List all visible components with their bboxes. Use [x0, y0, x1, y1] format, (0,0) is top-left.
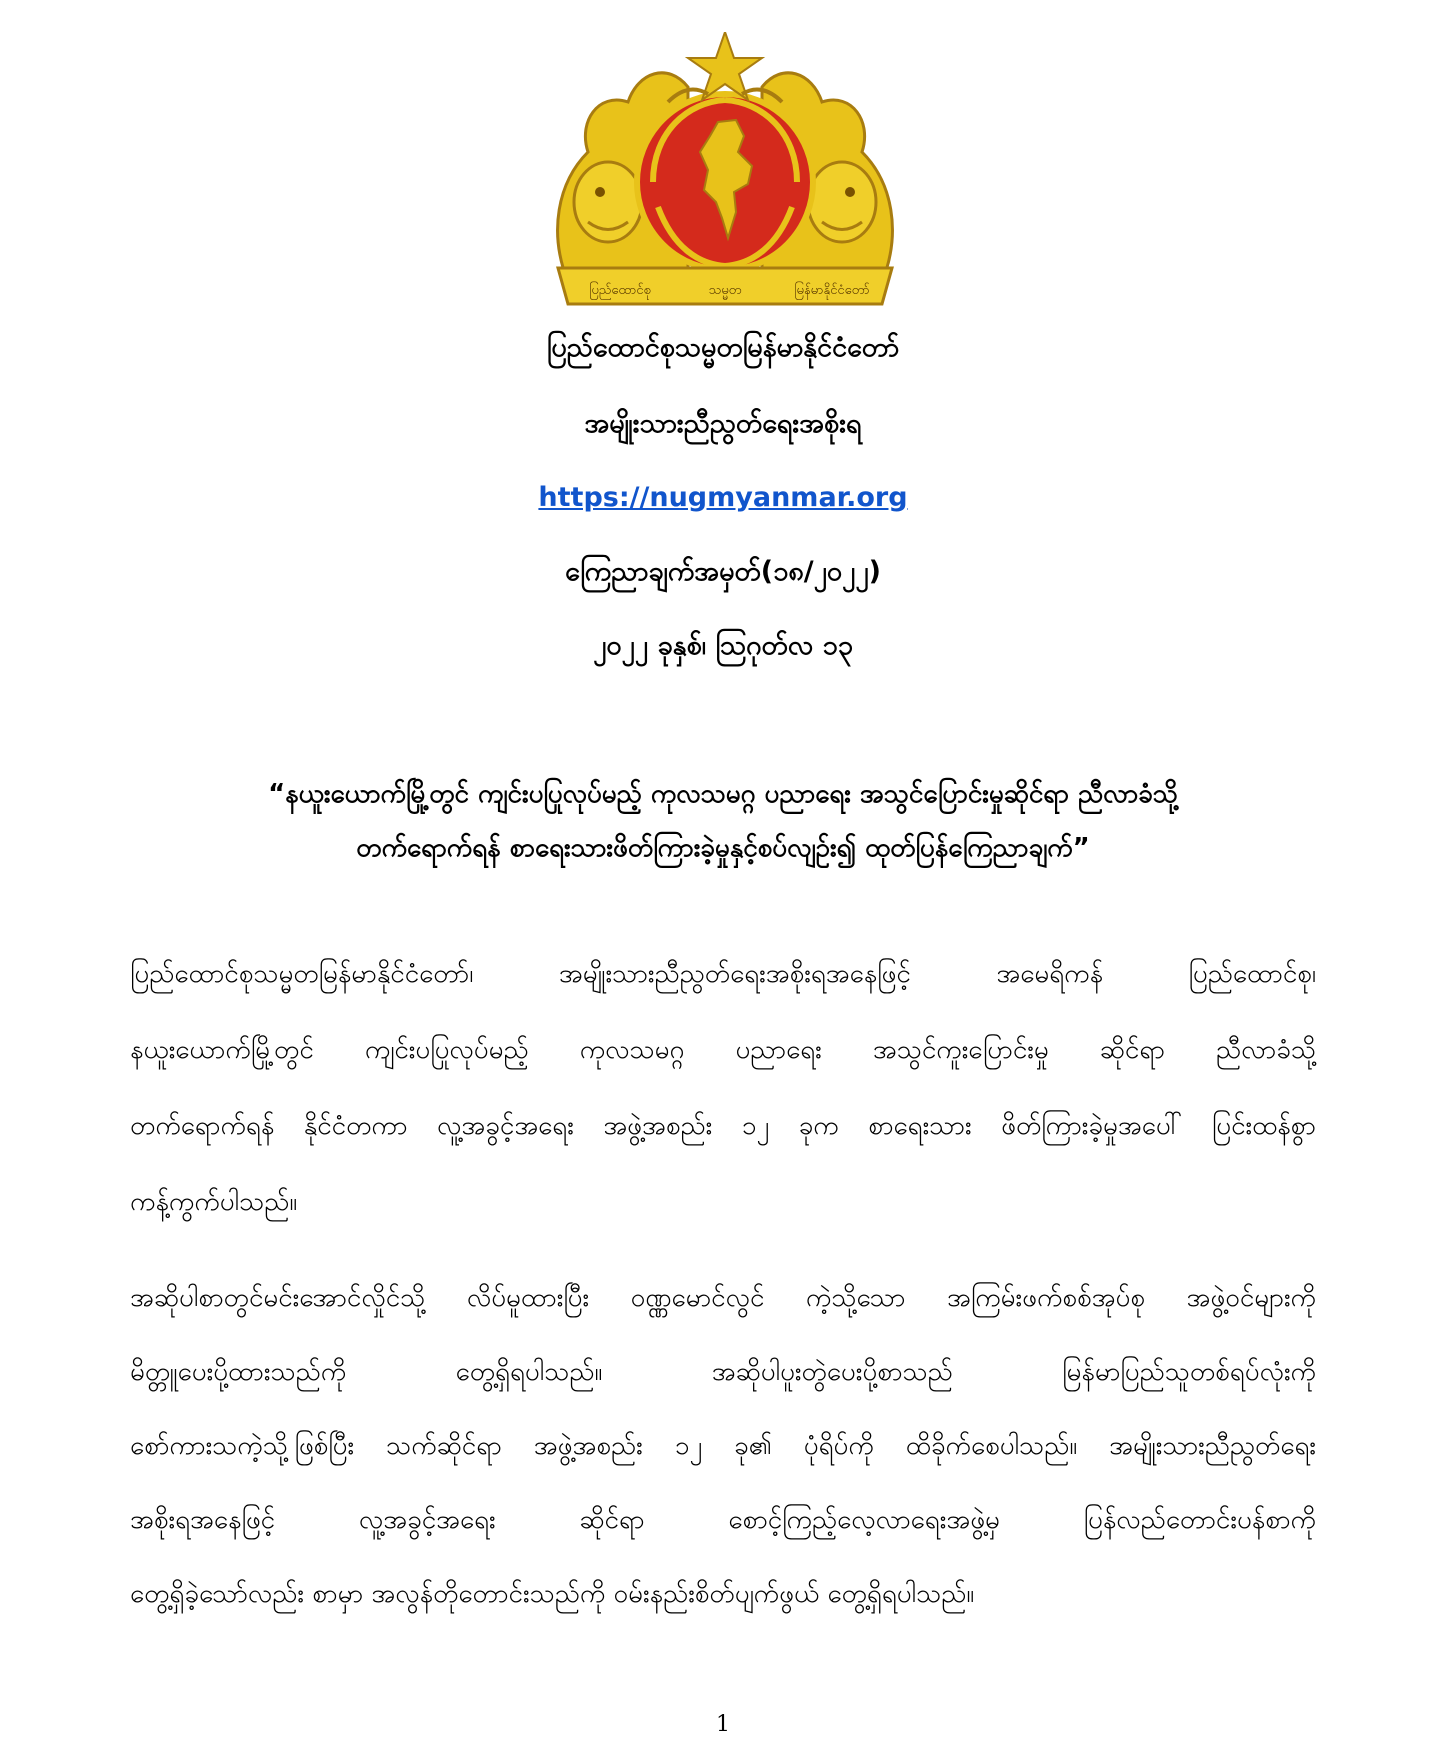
website-line: [0, 478, 1446, 518]
svg-text:မြန်မာနိုင်ငံတော်: မြန်မာနိုင်ငံတော်: [794, 283, 870, 298]
website-link[interactable]: https://nugmyanmar.org: [538, 482, 908, 513]
statement-date: ၂၀၂၂ ခုနှစ်၊ ဩဂုတ်လ ၁၃: [593, 630, 853, 661]
paragraph-1-line-2: နယူးယောက်မြို့တွင် ကျင်းပပြုလုပ်မည့် ကုလသမဂ္ဂ ပညာရေး အသွင်ကူးပြောင်းမှု ဆိုင်ရာ ညီလာခံသို့: [130, 1035, 1316, 1065]
statement-number: ကြေညာချက်အမှတ်(၁၈/၂၀၂၂): [565, 556, 881, 587]
paragraph-1-line-1: ပြည်ထောင်စုသမ္မတမြန်မာနိုင်ငံတော်၊ အမျိုးသားညီညွတ်ရေးအစိုးရအနေဖြင့် အမေရိကန် ပြည်ထောင်စု၊: [130, 959, 1316, 989]
state-emblem-icon: [548, 32, 902, 312]
paragraph-1-line-4: ကန့်ကွက်ပါသည်။: [130, 1187, 298, 1217]
headline-line-2: တက်ရောက်ရန် စာရေးသားဖိတ်ကြားခဲ့မှုနှင့်စပ်လျဉ်း၍ ထုတ်ပြန်ကြေညာချက်”: [356, 833, 1090, 863]
government-body: အမျိုးသားညီညွတ်ရေးအစိုးရ: [584, 408, 862, 439]
svg-text:ပြည်ထောင်စု: ပြည်ထောင်စု: [589, 283, 651, 298]
paragraph-2-line-3: စော်ကားသကဲ့သို့ဖြစ်ပြီး သက်ဆိုင်ရာ အဖွဲ့အစည်း ၁၂ ခု၏ ပုံရိပ်ကို ထိခိုက်စေပါသည်။ အမျိုးသားညီညွတ်ရေး: [130, 1431, 1316, 1461]
headline-line-1: “နယူးယောက်မြို့တွင် ကျင်းပပြုလုပ်မည့် ကုလသမဂ္ဂ ပညာရေး အသွင်ပြောင်းမှုဆိုင်ရာ ညီလာခံသို့: [268, 779, 1178, 809]
page-number: 1: [716, 1712, 730, 1737]
paragraph-2-line-2: မိတ္တူပေးပို့ထားသည်ကို တွေ့ရှိရပါသည်။ အဆိုပါပူးတွဲပေးပို့စာသည် မြန်မာပြည်သူတစ်ရပ်လုံးကို: [130, 1357, 1316, 1387]
paragraph-2-line-4: အစိုးရအနေဖြင့် လူ့အခွင့်အရေး ဆိုင်ရာ စောင့်ကြည့်လေ့လာရေးအဖွဲ့မှ ပြန်လည်တောင်းပန်စာကို: [130, 1505, 1316, 1535]
government-name: ပြည်ထောင်စုသမ္မတမြန်မာနိုင်ငံတော်: [546, 332, 900, 363]
paragraph-2-line-5: တွေ့ရှိခဲ့သော်လည်း စာမှာ အလွန်တိုတောင်းသည်ကို ဝမ်းနည်းစိတ်ပျက်ဖွယ် တွေ့ရှိရပါသည်။: [130, 1579, 975, 1609]
paragraph-2-line-1: အဆိုပါစာတွင်မင်းအောင်လှိုင်သို့ လိပ်မူထားပြီး ဝဏ္ဏမောင်လွင် ကဲ့သို့သော အကြမ်းဖက်စစ်အုပ်စု အဖွဲ့ဝင်များကို: [130, 1283, 1316, 1313]
paragraph-1-line-3: တက်ရောက်ရန် နိုင်ငံတကာ လူ့အခွင့်အရေး အဖွဲ့အစည်း ၁၂ ခုက စာရေးသား ဖိတ်ကြားခဲ့မှုအပေါ် ပြင်းထန်စွာ: [130, 1111, 1316, 1141]
svg-text:သမ္မတ: သမ္မတ: [708, 283, 742, 298]
